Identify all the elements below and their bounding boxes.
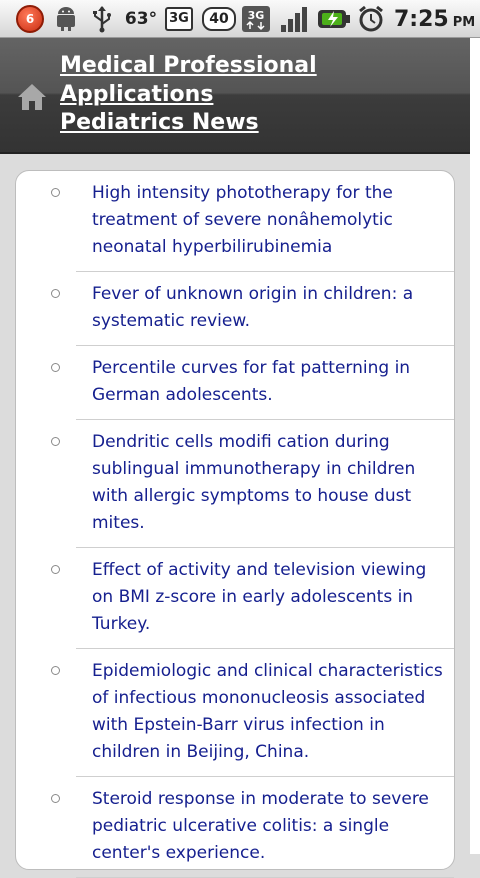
app-header	[0, 38, 470, 154]
clock	[394, 4, 476, 34]
home-icon[interactable]	[16, 81, 48, 113]
article-link[interactable]: Epidemiologic and clinical characteristics of infectious mononucleosis associated with Epstein-Barr virus infection in children in Beijing, China.	[92, 661, 443, 762]
bullet-icon	[51, 565, 60, 574]
signal-bars-icon	[278, 4, 312, 34]
article-link[interactable]: Steroid response in moderate to severe pediatric ulcerative colitis: a single center's experience.	[92, 789, 429, 863]
3g-icon: 3G	[164, 4, 194, 34]
clock-ampm: PM	[452, 14, 476, 30]
alarm-clock-icon	[356, 4, 386, 34]
breadcrumb-link-applications[interactable]: Applications	[60, 81, 214, 107]
list-item[interactable]	[76, 171, 454, 272]
status-bar	[0, 0, 480, 38]
clock-time: 7:25	[394, 6, 449, 32]
message-count-icon: 40	[200, 4, 238, 34]
list-item[interactable]	[76, 649, 454, 777]
bullet-icon	[51, 363, 60, 372]
temperature-reading: 63°	[124, 9, 158, 29]
3g-data-icon	[240, 4, 272, 34]
notification-count: 6	[16, 5, 44, 33]
bullet-icon	[51, 794, 60, 803]
list-item[interactable]	[76, 777, 454, 878]
usb-icon	[88, 4, 116, 34]
android-icon	[52, 4, 80, 34]
article-list	[15, 170, 455, 870]
scroll-edge	[470, 38, 480, 854]
article-link[interactable]: High intensity phototherapy for the treatment of severe nonâhemolytic neonatal hyperbilirubinemia	[92, 183, 393, 257]
article-link[interactable]: Percentile curves for fat patterning in German adolescents.	[92, 358, 411, 405]
breadcrumb-link-pediatrics-news[interactable]: Pediatrics News	[60, 110, 259, 135]
breadcrumb	[60, 52, 317, 138]
bullet-icon	[51, 437, 60, 446]
article-link[interactable]: Fever of unknown origin in children: a systematic review.	[92, 284, 414, 331]
list-item[interactable]	[76, 272, 454, 346]
list-item[interactable]	[76, 548, 454, 649]
article-link[interactable]: Effect of activity and television viewing on BMI z-score in early adolescents in Turkey.	[92, 560, 427, 634]
bullet-icon	[51, 289, 60, 298]
list-item[interactable]	[76, 420, 454, 548]
main-content	[0, 156, 470, 863]
list-item[interactable]	[76, 346, 454, 420]
article-link[interactable]: Dendritic cells modifi cation during sublingual immunotherapy in children with allergic symptoms to house dust mites.	[92, 432, 416, 533]
bullet-icon	[51, 666, 60, 675]
svg-text:3G: 3G	[247, 9, 265, 22]
breadcrumb-link-medical-professional[interactable]: Medical Professional	[60, 53, 317, 78]
battery-charging-icon	[316, 4, 352, 34]
bullet-icon	[51, 188, 60, 197]
notification-badge-icon[interactable]	[14, 4, 46, 34]
